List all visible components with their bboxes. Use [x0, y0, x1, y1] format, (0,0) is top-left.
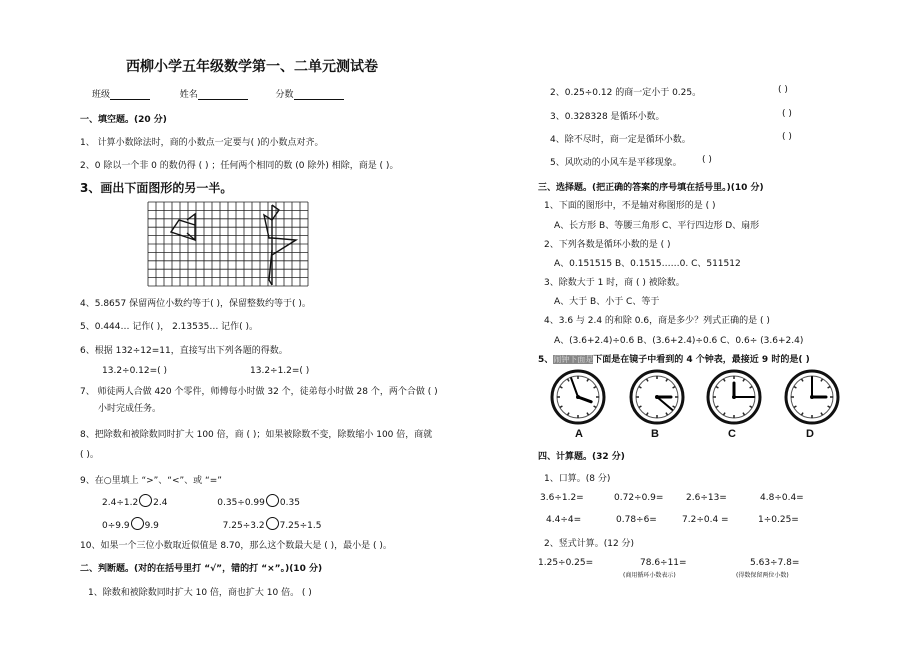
- clock-label-a: A: [575, 428, 583, 440]
- oral-item: 4.8÷0.4=: [760, 493, 804, 503]
- answer-paren[interactable]: ( ): [782, 109, 792, 119]
- compare-expr: 0.35÷0.99: [217, 498, 265, 508]
- vertical-item: 5.63÷7.8=: [750, 558, 800, 568]
- s2-q5: 5、风吹动的小风车是平移现象。: [550, 158, 682, 168]
- compare-expr: 7.25÷1.5: [279, 521, 322, 531]
- class-blank[interactable]: [110, 90, 150, 100]
- clock-label-b: B: [651, 428, 659, 440]
- s1-q1: 1、 计算小数除法时，商的小数点一定要与( )的小数点对齐。: [80, 138, 324, 148]
- answer-paren[interactable]: ( ): [702, 155, 712, 165]
- vertical-item: 78.6÷11=: [640, 558, 687, 568]
- score-blank[interactable]: [294, 90, 344, 100]
- s1-q3: 3、画出下面图形的另一半。: [80, 181, 233, 195]
- s1-q6b: 13.2÷1.2=( ): [250, 366, 310, 376]
- s1-q8b: ( )。: [80, 450, 99, 460]
- s1-q5: 5、0.444… 记作( )， 2.13535… 记作( )。: [80, 322, 259, 332]
- s1-q4: 4、5.8657 保留两位小数约等于( )，保留整数约等于( )。: [80, 299, 311, 309]
- compare-expr: 7.25÷3.2: [222, 521, 265, 531]
- s3-q1-options: A、长方形 B、等腰三角形 C、平行四边形 D、扇形: [554, 221, 760, 231]
- compare-expr: 2.4: [153, 498, 168, 508]
- vertical-note-1: (商用循环小数表示): [623, 572, 676, 579]
- clock-a[interactable]: [548, 369, 608, 429]
- compare-expr: 0÷9.9: [102, 521, 130, 531]
- compare-expr: 2.4÷1.2: [102, 498, 139, 508]
- s4-vertical: 2、竖式计算。(12 分): [544, 539, 635, 549]
- answer-paren[interactable]: ( ): [778, 85, 788, 95]
- s3-q3: 3、除数大于 1 时，商 ( ) 被除数。: [544, 278, 685, 288]
- compare-expr: 0.35: [279, 498, 300, 508]
- symmetry-grid: [146, 200, 312, 290]
- s1-q2: 2、0 除以一个非 0 的数仍得 ( ) ；任何两个相同的数 (0 除外) 相除，商是 ( )。: [80, 161, 399, 171]
- s2-q1: 1、除数和被除数同时扩大 10 倍，商也扩大 10 倍。 ( ): [88, 588, 312, 598]
- class-label: 班级: [92, 90, 111, 100]
- section1-heading: 一、填空题。(20 分): [80, 115, 167, 125]
- clock-c[interactable]: [704, 369, 764, 429]
- clock-label-d: D: [806, 428, 814, 440]
- compare-circle[interactable]: [266, 517, 279, 530]
- s3-q5-text: 下面是在镜子中看到的 4 个钟表，最接近 9 时的是( ): [593, 355, 810, 365]
- name-blank[interactable]: [198, 90, 248, 100]
- clock-center: [576, 395, 580, 399]
- clock-b[interactable]: [627, 369, 687, 429]
- clock-label-c: C: [728, 428, 736, 440]
- s1-q10: 10、如果一个三位小数取近似值是 8.70，那么这个数最大是 ( )，最小是 ( )。: [80, 541, 392, 551]
- section4-heading: 四、计算题。(32 分): [538, 452, 625, 462]
- clock-d[interactable]: [782, 369, 842, 429]
- s1-q7a: 7、 师徒两人合做 420 个零件，师傅每小时做 32 个，徒弟每小时做 28 个，两个合做 ( ): [80, 387, 438, 397]
- oral-item: 0.78÷6=: [616, 515, 657, 525]
- s1-q6: 6、根据 132÷12=11，直接写出下列各题的得数。: [80, 346, 288, 356]
- oral-item: 3.6÷1.2=: [540, 493, 584, 503]
- oral-item: 0.72÷0.9=: [614, 493, 664, 503]
- s3-q2: 2、下列各数是循环小数的是 ( ): [544, 240, 671, 250]
- s1-q6a: 13.2÷0.12=( ): [102, 366, 168, 376]
- oral-item: 7.2÷0.4 =: [682, 515, 729, 525]
- page-title: 西柳小学五年级数学第一、二单元测试卷: [126, 59, 378, 75]
- s4-oral: 1、口算。(8 分): [544, 474, 611, 484]
- compare-row-1: [102, 494, 300, 508]
- s3-q3-options: A、大于 B、小于 C、等于: [554, 297, 660, 307]
- oral-item: 4.4÷4=: [546, 515, 582, 525]
- s3-q1: 1、下面的图形中，不是轴对称图形的是 ( ): [544, 201, 716, 211]
- s2-q2: 2、0.25÷0.12 的商一定小于 0.25。: [550, 88, 702, 98]
- section3-heading: 三、选择题。(把正确的答案的序号填在括号里。)(10 分): [538, 183, 764, 193]
- oral-item: 1÷0.25=: [758, 515, 799, 525]
- header-info: [92, 87, 344, 100]
- answer-paren[interactable]: ( ): [782, 132, 792, 142]
- clock-center: [655, 395, 659, 399]
- compare-circle[interactable]: [266, 494, 279, 507]
- score-label: 分数: [275, 90, 294, 100]
- s3-q5: [538, 352, 810, 365]
- section2-heading: 二、判断题。(对的在括号里打 “√”，错的打 “×”。)(10 分): [80, 564, 323, 574]
- s1-q8a: 8、把除数和被除数同时扩大 100 倍，商 ( )；如果被除数不变，除数缩小 100 倍，商就: [80, 430, 433, 440]
- name-label: 姓名: [179, 90, 198, 100]
- s2-q4: 4、除不尽时，商一定是循环小数。: [550, 135, 691, 145]
- s3-q4: 4、3.6 与 2.4 的和除 0.6，商是多少？列式正确的是 ( ): [544, 316, 770, 326]
- compare-expr: 9.9: [144, 521, 159, 531]
- s3-q4-options: A、(3.6+2.4)÷0.6 B、(3.6+2.4)÷0.6 C、0.6÷ (3.6+2.4): [554, 336, 804, 346]
- s1-q7b: 小时完成任务。: [98, 404, 162, 414]
- s2-q3: 3、0.328328 是循环小数。: [550, 112, 665, 122]
- shape-right-2: [272, 205, 279, 220]
- oral-item: 2.6÷13=: [686, 493, 727, 503]
- compare-circle[interactable]: [131, 517, 144, 530]
- clock-center: [732, 395, 736, 399]
- s3-q2-options: A、0.151515 B、0.1515……0. C、511512: [554, 259, 741, 269]
- vertical-item: 1.25÷0.25=: [538, 558, 594, 568]
- compare-circle[interactable]: [139, 494, 152, 507]
- compare-row-2: [102, 517, 321, 531]
- s3-q5-smudge: 闹钟下面是: [553, 355, 594, 364]
- s3-q5-number: 5、: [538, 355, 554, 365]
- s1-q9: 9、在○里填上 “>”、“<”、或 “=”: [80, 476, 222, 486]
- vertical-note-2: (得数保留两位小数): [736, 572, 789, 579]
- clock-center: [810, 395, 814, 399]
